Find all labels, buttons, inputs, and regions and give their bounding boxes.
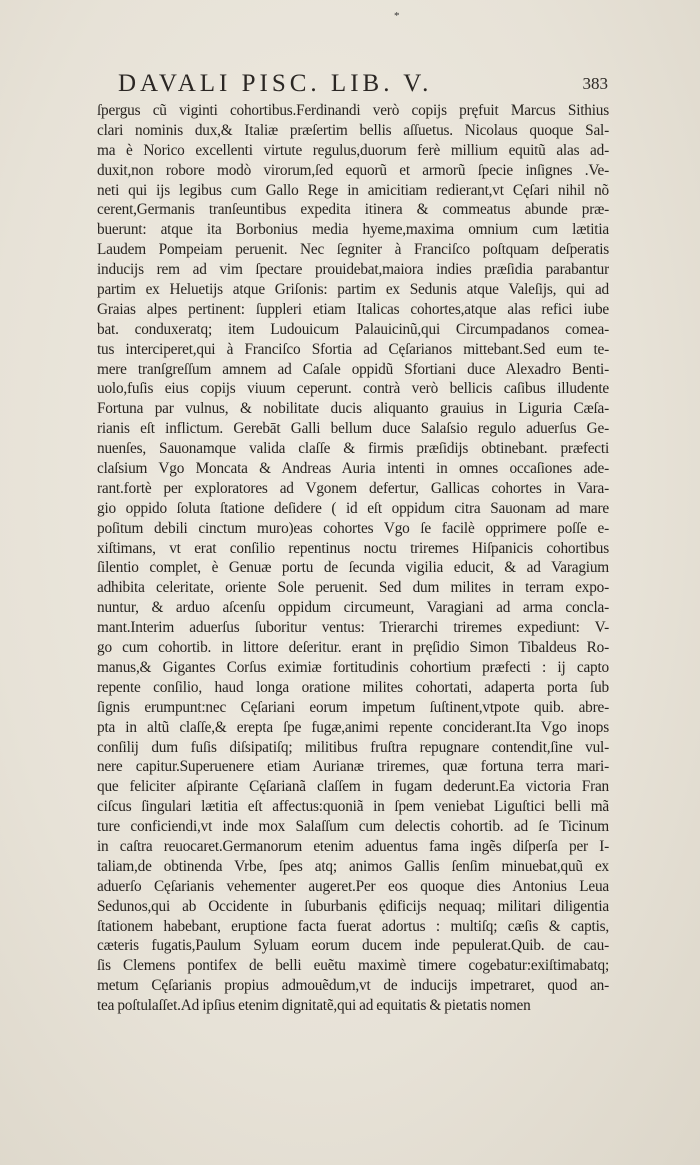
- text-line: ma è Norico excellenti virtute regulus,duorum ferè millium equitũ alas ad-: [97, 141, 609, 159]
- text-line: uolo,fuſis eius copijs viuum ceperunt. contrà verò bellicis caſibus illudente: [97, 380, 609, 398]
- text-line: inducijs rem ad vim ſpectare prouidebat,maiora indies præſidia parabantur: [97, 261, 609, 279]
- text-line: ſtationem habebant, eruptione facta fuerat adortus : multiſq; cæſis & captis,: [97, 917, 609, 935]
- text-line: Graias alpes pertinent: ſuppleri etiam Italicas cohortes,atque alas refici iube: [97, 300, 609, 318]
- text-line: ciſcus ſingulari lætitia eſt affectus:quoniã in ſpem veniebat Liguſtici belli mã: [97, 798, 609, 816]
- text-line: Sedunos,qui ab Occidente in ſuburbanis ędificijs nequaq; militari diligentia: [97, 897, 609, 915]
- text-line: xiſtimans, vt erat conſilio repentinus noctu triremes Hiſpanicis cohortibus: [97, 539, 609, 557]
- text-line: aduerſo Cęſarianis vehementer augeret.Per eos quoque dies Antonius Leua: [97, 877, 609, 895]
- page-number: 383: [582, 74, 608, 93]
- text-line: buerunt: atque ita Borbonius media hyeme,maxima omnium cum lætitia: [97, 221, 609, 239]
- text-line: ſignis erumpunt:nec Cęſariani eorum impetum ſuſtinent,vtpote quib. abre-: [97, 698, 609, 716]
- text-line: ſis Clemens pontifex de belli euẽtu maximè timere cogebatur:exiſtimabatq;: [97, 957, 609, 975]
- text-line: rant.fortè per exploratores ad Vgonem defertur, Gallicas cohortes in Vara-: [97, 479, 609, 497]
- text-line: clari nominis dux,& Italiæ præſertim bellis aſſuetus. Nicolaus quoque Sal-: [97, 121, 609, 139]
- text-line: pta in altũ claſſe,& erepta ſpe fugæ,animi repente conciderant.Ita Vgo inops: [97, 718, 609, 736]
- text-line: ſilentio complet, è Genuæ portu de ſecunda vigilia educit, & ad Varagium: [97, 559, 609, 577]
- body-text: [97, 101, 609, 1016]
- top-mark: *: [394, 10, 400, 22]
- text-line: metum Cęſarianis propius admouẽdum,vt de inducijs impetraret, quod an-: [97, 977, 609, 995]
- text-line: mant.Interim aduerſus ſuboritur ventus: Trierarchi triremes expediunt: V-: [97, 619, 609, 637]
- text-line: tus interciperet,qui à Franciſco Sfortia ad Cęſarianos mittebant.Sed eum te-: [97, 340, 609, 358]
- text-line: manus,& Gigantes Corſus eximiæ fortitudinis cohortium præfecti : ij capto: [97, 658, 609, 676]
- text-line: ture conficiendi,vt inde mox Salaſſum cum delectis cohortib. ad ſe Ticinum: [97, 818, 609, 836]
- text-line: mere tranſgreſſum amnem ad Caſale oppidũ Sfortiani duce Alexadro Benti-: [97, 360, 609, 378]
- text-line: nuenſes, Sauonamque valida claſſe & firmis præſidijs obtinebant. præfecti: [97, 440, 609, 458]
- running-head-title: DAVALI PISC. LIB. V.: [118, 70, 433, 97]
- text-line: adhibita celeritate, oriente Sole peruenit. Sed dum milites in terram expo-: [97, 579, 609, 597]
- text-line: taliam,de obtinenda Vrbe, ſpes atq; animos Gallis ſenſim minuebat,quũ ex: [97, 857, 609, 875]
- text-line: nere capitur.Superuenere etiam Aurianæ triremes, quæ fortuna terra mari-: [97, 758, 609, 776]
- text-line: rianis eſt inflictum. Gerebāt Galli bellum duce Salaſsio regulo aduerſus Ge-: [97, 420, 609, 438]
- text-line: neti qui ijs legibus cum Gallo Rege in amicitiam redierant,vt Cęſari nihil nõ: [97, 181, 609, 199]
- text-line: gio oppido ſoluta ſtatione deſidere ( id eſt oppidum citra Sauonam ad mare: [97, 499, 609, 517]
- text-line: claſsium Vgo Moncata & Andreas Auria intenti in omnes occaſiones ade-: [97, 460, 609, 478]
- text-line: tea poſtulaſſet.Ad ipſius etenim dignitatẽ,qui ad equitatis & pietatis nomen: [97, 997, 531, 1015]
- text-line: duxit,non robore modò virorum,ſed equorũ et armorũ ſpecie inſignes .Ve-: [97, 161, 609, 179]
- text-line: nuntur, & arduo aſcenſu oppidum circumeunt, Varagiani ad arma concla-: [97, 599, 609, 617]
- text-line: poſitum debili cinctum muro)eas cohortes Vgo ſe facilè opprimere poſſe e-: [97, 519, 609, 537]
- text-line: Laudem Pompeiam peruenit. Nec ſegniter à Franciſco poſtquam deſperatis: [97, 241, 609, 259]
- text-line: que feliciter aſpirante Cęſarianã claſſem in fugam dederunt.Ea victoria Fran: [97, 778, 609, 796]
- text-line: Fortuna par vulnus, & nobilitate ducis aliquanto grauius in Liguria Cæſa-: [97, 400, 609, 418]
- text-line: go cum cohortib. in littore deſeritur. erant in pręſidio Simon Tibaldeus Ro-: [97, 639, 609, 657]
- text-line: cerent,Germanis tranſeuntibus expedita itinera & commeatus abunde præ-: [97, 201, 609, 219]
- text-line: bat. conduxeratq; item Ludouicum Palauicinũ,qui Circumpadanos comea-: [97, 320, 609, 338]
- text-line: repente conſilio, haud longa oratione milites cohortati, adaperta porta ſub: [97, 678, 609, 696]
- text-line: partim ex Heluetijs atque Griſonis: partim ex Sedunis atque Valeſijs, qui ad: [97, 281, 609, 299]
- text-line: cæteris fugatis,Paulum Syluam eorum ducem inde pepulerat.Quib. de cau-: [97, 937, 609, 955]
- running-head: [118, 70, 608, 102]
- text-line: in caſtra reuocaret.Germanorum etenim aduentus fama ingẽs diſperſa per I-: [97, 837, 609, 855]
- text-line: ſpergus cũ viginti cohortibus.Ferdinandi verò copijs pręfuit Marcus Sithius: [97, 102, 609, 119]
- text-line: conſilij dum fuſis diſsipatiſq; militibus fruſtra repugnare contendit,ſine vul-: [97, 738, 609, 756]
